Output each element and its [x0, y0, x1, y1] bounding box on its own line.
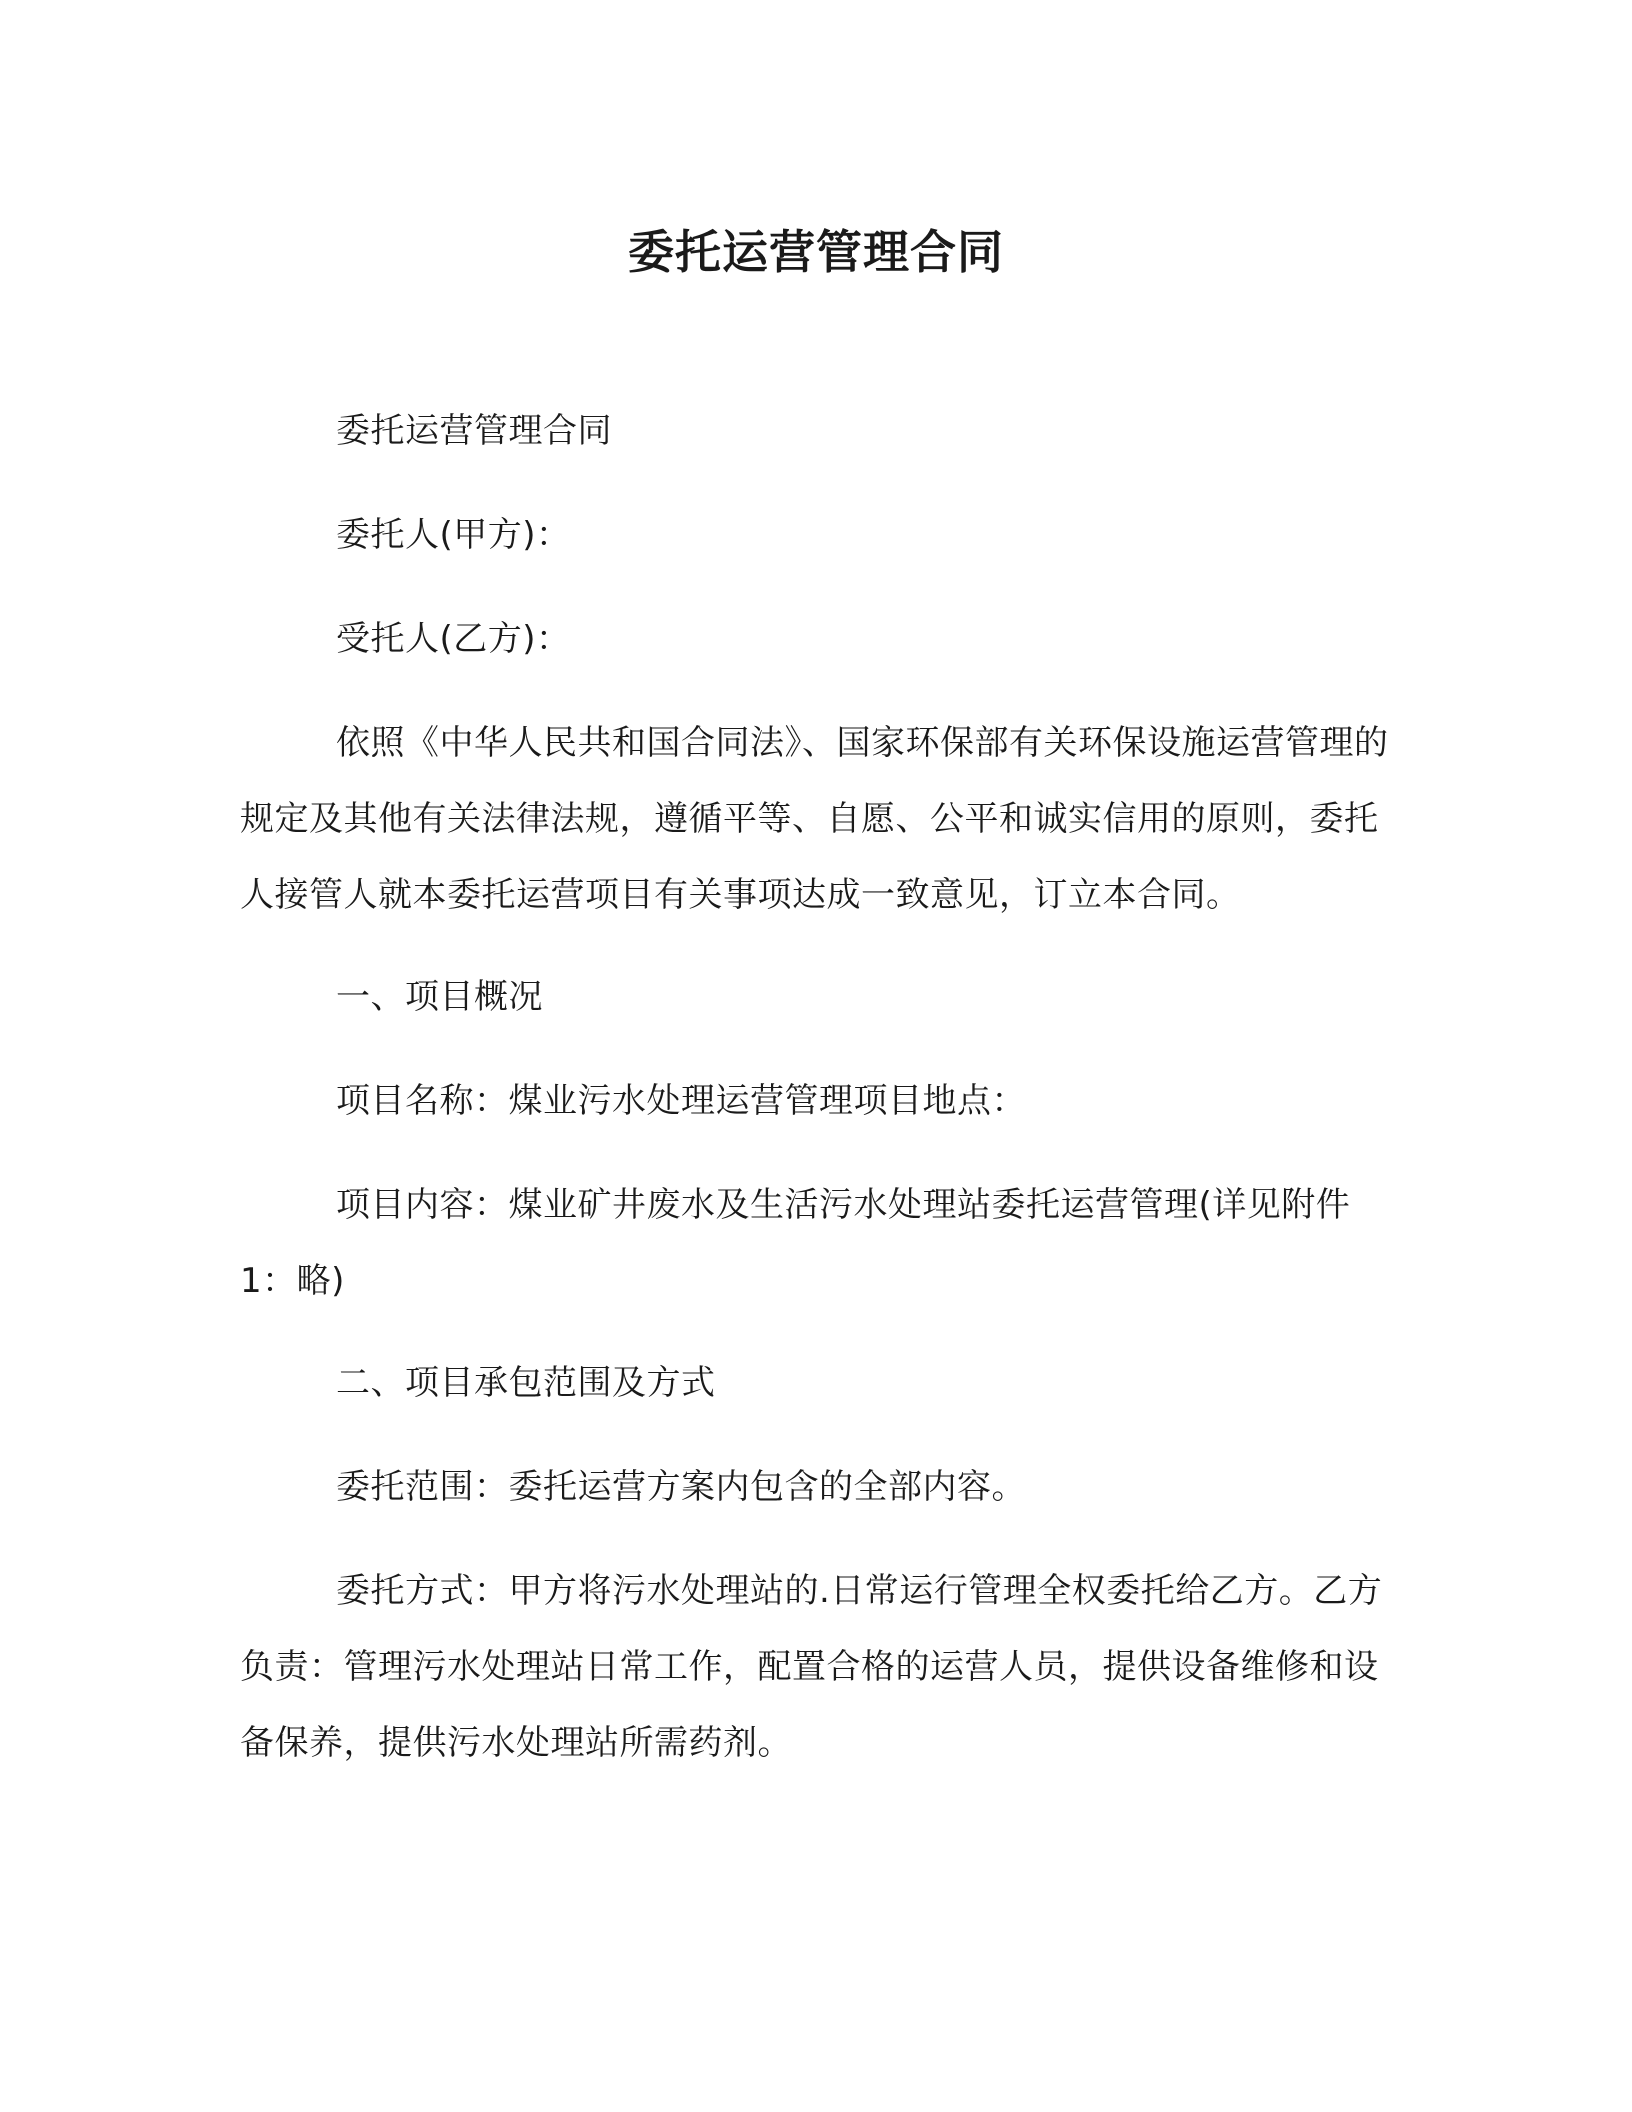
contract-heading: 委托运营管理合同 — [336, 411, 612, 451]
commission-scope-line: 委托范围：委托运营方案内包含的全部内容。 — [336, 1467, 1026, 1507]
party-a-line: 委托人(甲方)： — [336, 515, 571, 555]
project-content-paragraph: 项目内容：煤业矿井废水及生活污水处理站委托运营管理(详见附件 1：略) — [240, 1185, 1351, 1301]
preamble-paragraph: 依照《中华人民共和国合同法》、国家环保部有关环保设施运营管理的规定及其他有关法律法规，遵循平等、自愿、公平和诚实信用的原则，委托人接管人就本委托运营项目有关事项达成一致意见，订立本合同。 — [240, 723, 1389, 915]
commission-method-paragraph: 委托方式：甲方将污水处理站的.日常运行管理全权委托给乙方。乙方负责：管理污水处理站日常工作，配置合格的运营人员，提供设备维修和设备保养，提供污水处理站所需药剂。 — [240, 1571, 1383, 1763]
section-heading-2: 二、项目承包范围及方式 — [336, 1363, 716, 1403]
party-b-line: 受托人(乙方)： — [336, 619, 571, 659]
project-name-line: 项目名称：煤业污水处理运营管理项目地点： — [336, 1081, 1026, 1121]
document-title: 委托运营管理合同 — [628, 225, 1004, 279]
document-body — [240, 393, 1390, 1807]
section-heading-1: 一、项目概况 — [336, 977, 543, 1017]
